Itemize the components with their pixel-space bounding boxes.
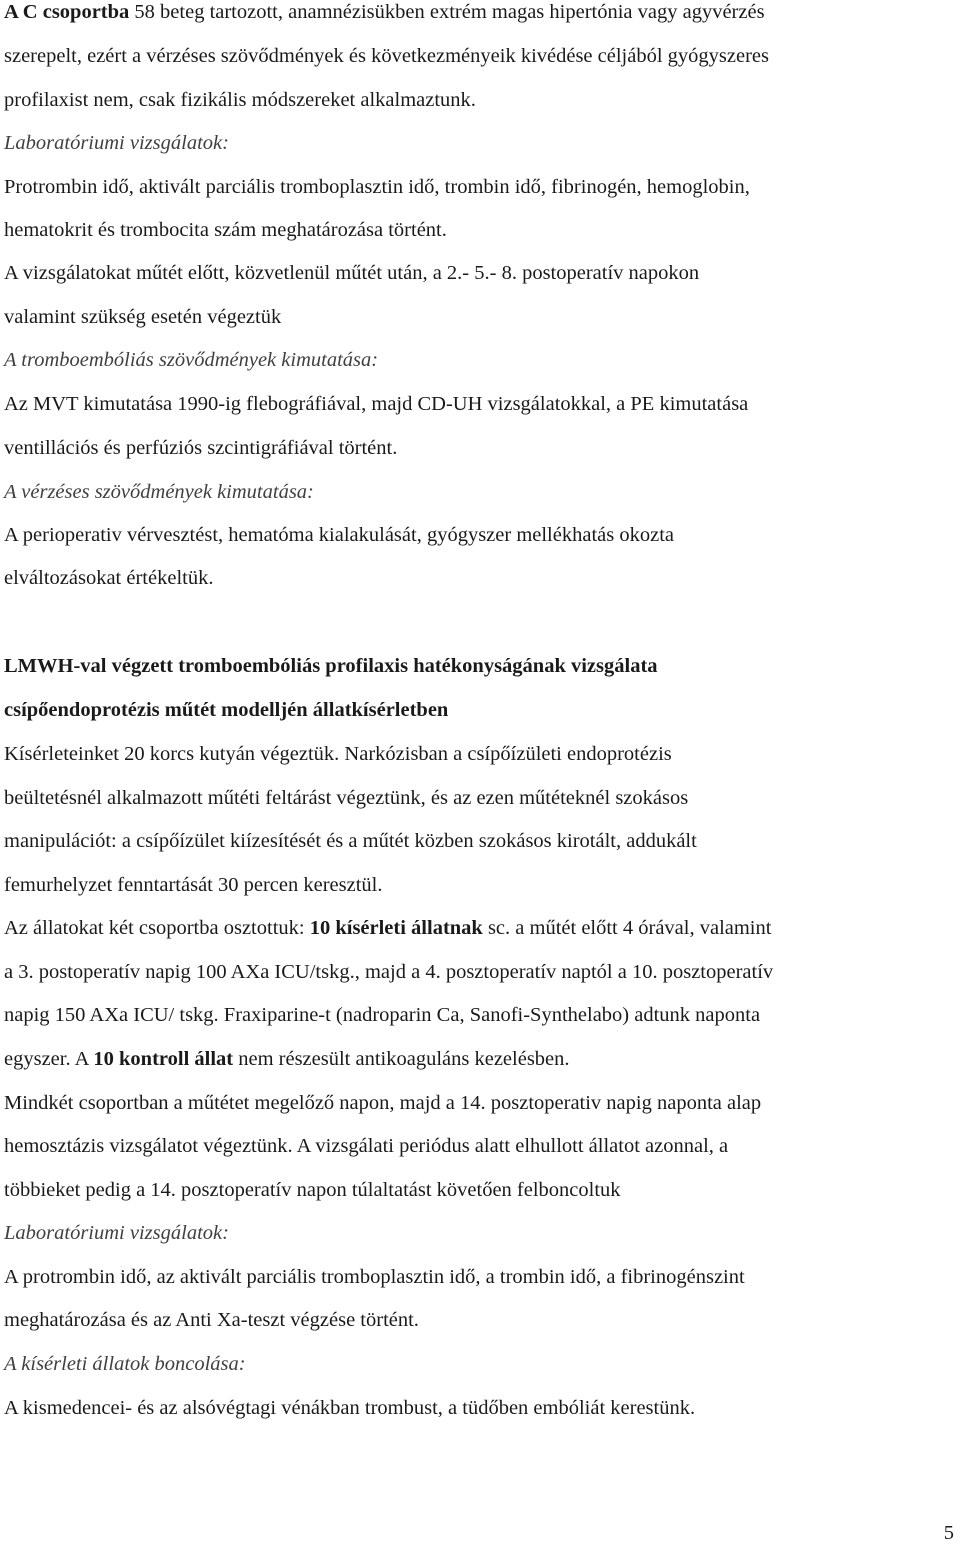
page-number: 5 (943, 1522, 954, 1544)
c-group-line-2: szerepelt, ezért a vérzéses szövődmények és következményeik kivédése céljából gyógyszeres (4, 45, 769, 67)
experimental-animals-bold: 10 kísérleti állatnak (309, 917, 483, 939)
lab-1-line-2: hematokrit és trombocita szám meghatározása történt. (4, 219, 447, 241)
lab-2-line-1: A protrombin idő, az aktivált parciális tromboplasztin idő, a trombin idő, a fibrinogénszint (4, 1266, 745, 1288)
c-group-line-1-text: 58 beteg tartozott, anamnézisükben extrém magas hipertónia vagy agyvérzés (129, 1, 765, 23)
lmwh-p3-line-1: Mindkét csoportban a műtétet megelőző napon, majd a 14. posztoperativ napig naponta alap (4, 1092, 762, 1114)
c-group-bold-label: A C csoportba (4, 1, 130, 23)
lmwh-p2-line-4-a: egyszer. A (4, 1048, 94, 1070)
lmwh-p2-line-1-b: sc. a műtét előtt 4 órával, valamint (482, 917, 772, 939)
bleeding-line-2: elváltozásokat értékeltük. (4, 567, 214, 589)
lmwh-title-line-1: LMWH-val végzett tromboembóliás profilaxis hatékonyságának vizsgálata (4, 655, 658, 677)
lab-1-line-4: valamint szükség esetén végeztük (4, 306, 282, 328)
lmwh-p1-line-2: beültetésnél alkalmazott műtéti feltárást végeztünk, és az ezen műtéteknél szokásos (4, 787, 689, 809)
lmwh-p2-line-1 (4, 916, 771, 940)
lmwh-p3-line-2: hemosztázis vizsgálatot végeztünk. A vizsgálati periódus alatt elhullott állatot azonnal, a (4, 1135, 729, 1157)
lab-1-line-1: Protrombin idő, aktivált parciális tromboplasztin idő, trombin idő, fibrinogén, hemoglobin, (4, 176, 750, 198)
c-group-line-1 (4, 0, 765, 24)
thromboembolic-line-2: ventillációs és perfúziós szcintigráfiával történt. (4, 437, 398, 459)
lmwh-p1-line-3: manipulációt: a csípőízület kiízesítését és a műtét közben szokásos kirotált, addukált (4, 830, 697, 852)
lmwh-p2-line-4-b: nem részesült antikoaguláns kezelésben. (233, 1048, 570, 1070)
control-animals-bold: 10 kontroll állat (93, 1048, 234, 1070)
lmwh-title-line-2: csípőendoprotézis műtét modelljén állatkísérletben (4, 699, 449, 721)
bleeding-line-1: A perioperativ vérvesztést, hematóma kialakulását, gyógyszer mellékhatás okozta (4, 524, 674, 546)
lmwh-p3-line-3: többieket pedig a 14. posztoperatív napon túlaltatást követően felboncoltuk (4, 1179, 621, 1201)
lmwh-p2-line-4 (4, 1047, 570, 1071)
bleeding-heading: A vérzéses szövődmények kimutatása: (4, 481, 314, 503)
autopsy-line-1: A kismedencei- és az alsóvégtagi vénákban trombust, a tüdőben embóliát kerestünk. (4, 1397, 696, 1419)
thromboembolic-line-1: Az MVT kimutatása 1990-ig flebográfiával, majd CD-UH vizsgálatokkal, a PE kimutatása (4, 393, 749, 415)
c-group-line-3: profilaxist nem, csak fizikális módszereket alkalmaztunk. (4, 89, 476, 111)
lab-2-line-2: meghatározása és az Anti Xa-teszt végzése történt. (4, 1309, 419, 1331)
lmwh-p1-line-4: femurhelyzet fenntartását 30 percen keresztül. (4, 874, 383, 896)
lab-heading-2: Laboratóriumi vizsgálatok: (4, 1222, 229, 1244)
lab-heading-1: Laboratóriumi vizsgálatok: (4, 132, 229, 154)
lmwh-p2-line-3: napig 150 AXa ICU/ tskg. Fraxiparine-t (nadroparin Ca, Sanofi-Synthelabo) adtunk naponta (4, 1004, 761, 1026)
autopsy-heading: A kísérleti állatok boncolása: (4, 1353, 246, 1375)
lmwh-p1-line-1: Kísérleteinket 20 korcs kutyán végeztük. Narkózisban a csípőízületi endoprotézis (4, 743, 672, 765)
thromboembolic-heading: A tromboembóliás szövődmények kimutatása: (4, 349, 379, 371)
lab-1-line-3: A vizsgálatokat műtét előtt, közvetlenül műtét után, a 2.- 5.- 8. postoperatív napokon (4, 262, 700, 284)
lmwh-p2-line-1-a: Az állatokat két csoportba osztottuk: (4, 917, 310, 939)
lmwh-p2-line-2: a 3. postoperatív napig 100 AXa ICU/tskg., majd a 4. posztoperatív naptól a 10. posztoperatív (4, 961, 774, 983)
